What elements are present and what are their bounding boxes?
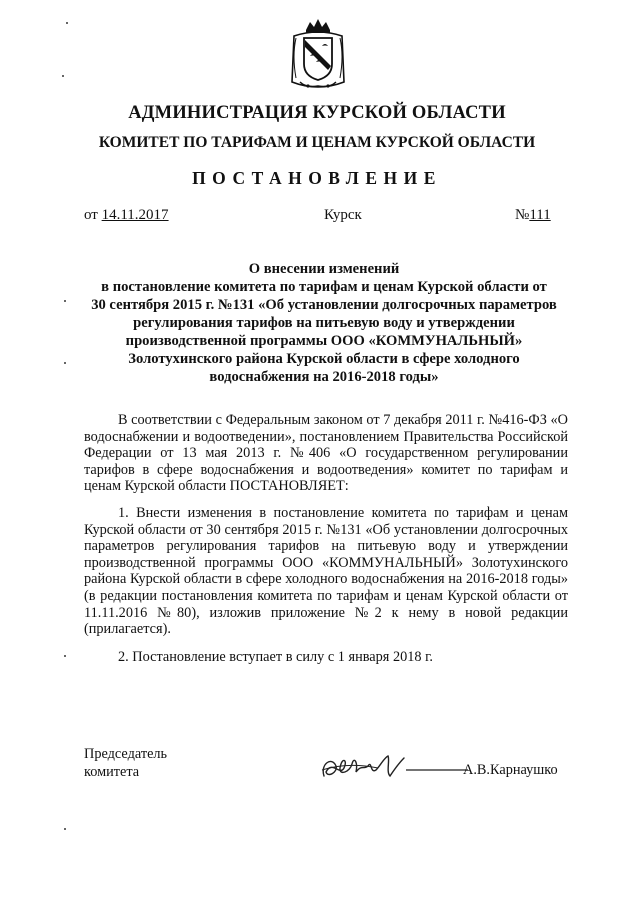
date-prefix: от	[84, 207, 102, 223]
title-line: производственной программы ООО «КОММУНАЛЬНЫЙ»	[125, 333, 523, 349]
scan-speck	[64, 828, 66, 830]
title-line: регулирования тарифов на питьевую воду и утверждении	[133, 315, 515, 331]
document-body	[84, 412, 568, 665]
scan-speck	[64, 362, 66, 364]
title-line: в постановление комитета по тарифам и ценам Курской области от	[101, 279, 547, 295]
preamble-paragraph: В соответствии с Федеральным законом от 7 декабря 2011 г. №416-ФЗ «О водоснабжении и водоотведении», постановлением Правительства Российской Федерации от 13 мая 2013 г. №406 «О государственном регулировании тарифов в сфере водоснабжения и водоотведения» комитет по тарифам и ценам Курской области ПОСТАНОВЛЯЕТ:	[84, 412, 568, 495]
item-2-paragraph: 2. Постановление вступает в силу с 1 января 2018 г.	[118, 648, 433, 665]
date-value: 14.11.2017	[101, 207, 169, 223]
document-type: ПОСТАНОВЛЕНИЕ	[192, 168, 442, 188]
scan-speck	[64, 300, 66, 302]
handwritten-signature-icon	[318, 746, 468, 786]
document-city: Курск	[324, 207, 362, 223]
document-number	[515, 207, 551, 224]
number-prefix: №	[515, 207, 530, 223]
number-value: 111	[529, 207, 551, 223]
signer-position	[84, 745, 167, 781]
title-line: О внесении изменений	[248, 261, 400, 277]
position-line: Председатель	[84, 746, 168, 762]
signer-name: А.В.Карнаушко	[463, 762, 558, 778]
title-line: Золотухинского района Курской области в сфере холодного	[128, 351, 520, 367]
scan-speck	[62, 75, 64, 77]
coat-of-arms-icon	[286, 16, 350, 94]
title-line: 30 сентября 2015 г. №131 «Об установлении долгосрочных параметров	[91, 297, 557, 313]
document-title	[64, 260, 584, 386]
position-line: комитета	[84, 764, 140, 780]
item-1-paragraph: 1. Внести изменения в постановление комитета по тарифам и ценам Курской области от 30 сентября 2015 г. №131 «Об установлении долгосрочных параметров регулирования тарифов на питьевую воду и утверждении производственной программы ООО «КОММУНАЛЬНЫЙ» Золотухинского района Курской области в сфере холодного водоснабжения на 2016-2018 годы» (в редакции постановления комитета по тарифам и ценам Курской области от 11.11.2016 №80), изложив приложение №2 к нему в новой редакции (прилагается).	[84, 504, 568, 638]
organization-title: АДМИНИСТРАЦИЯ КУРСКОЙ ОБЛАСТИ	[128, 103, 506, 123]
committee-title: КОМИТЕТ ПО ТАРИФАМ И ЦЕНАМ КУРСКОЙ ОБЛАСТИ	[98, 134, 536, 151]
document-date	[84, 207, 169, 224]
scan-speck	[66, 22, 68, 24]
title-line: водоснабжения на 2016-2018 годы»	[209, 369, 439, 385]
scan-speck	[64, 655, 66, 657]
